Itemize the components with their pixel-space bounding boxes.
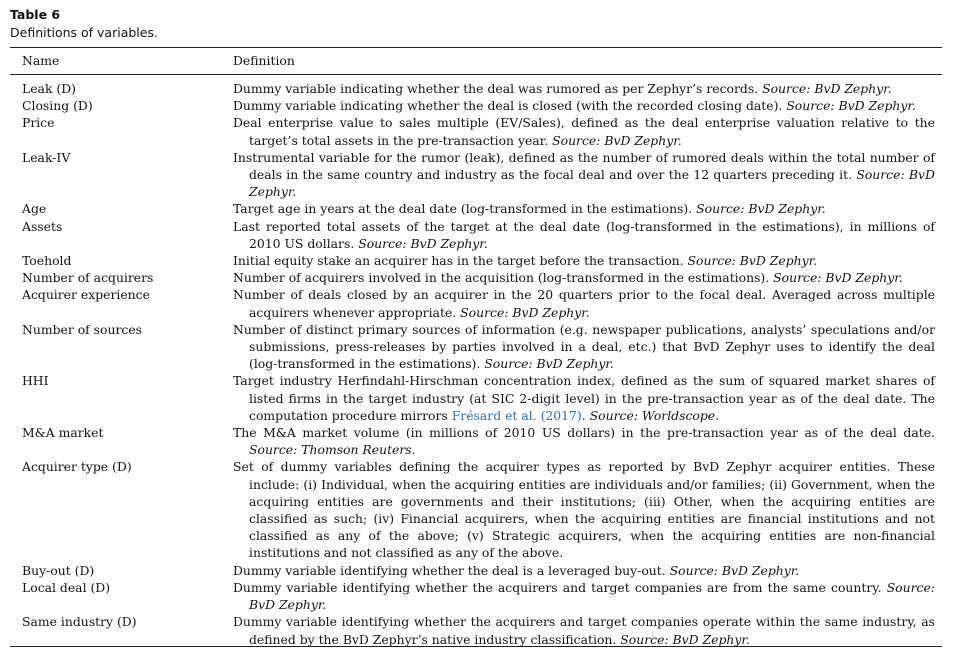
table-row bbox=[0, 579, 953, 613]
variable-definition: Dummy variable indicating whether the deal was rumored as per Zephyr’s records. Source: BvD Zephyr. bbox=[233, 81, 892, 96]
variable-definition: Target age in years at the deal date (log-transformed in the estimations). Source: BvD Zephyr. bbox=[233, 201, 826, 217]
source-note: Source: BvD Zephyr. bbox=[687, 253, 818, 269]
variable-name: Leak (D) bbox=[22, 81, 76, 96]
variable-definition: Dummy variable identifying whether the acquirers and target companies are from the same country. Source: BvD Zephyr. bbox=[233, 579, 935, 613]
variable-name: Closing (D) bbox=[22, 98, 93, 114]
table-row bbox=[0, 80, 953, 97]
variable-name: Toehold bbox=[22, 253, 72, 269]
variable-definition: Target industry Herfindahl-Hirschman concentration index, defined as the sum of squared market shares of listed firms in the target industry (at SIC 2-digit level) in the pre-transaction year as of the deal date. The computation procedure mirrors Frésard et al. (2017). Source: Worldscope. bbox=[233, 373, 935, 423]
table-row bbox=[0, 562, 953, 579]
source-note: Source: BvD Zephyr. bbox=[249, 579, 935, 613]
source-note: Source: BvD Zephyr. bbox=[620, 631, 750, 647]
variable-name: M&A market bbox=[22, 425, 104, 441]
variable-definition: Number of deals closed by an acquirer in the 20 quarters prior to the focal deal. Averaged across multiple acquirers whenever appropriate. Source: BvD Zephyr. bbox=[233, 287, 935, 320]
source-note: Source: BvD Zephyr. bbox=[762, 81, 892, 96]
source-note: Source: BvD Zephyr. bbox=[696, 201, 826, 217]
source-note: Source: BvD Zephyr. bbox=[460, 304, 590, 320]
table-title: Table 6 bbox=[10, 7, 61, 22]
table-row bbox=[0, 613, 953, 647]
header-rule bbox=[10, 74, 942, 75]
source-note: Source: BvD Zephyr. bbox=[669, 562, 800, 578]
table-caption: Definitions of variables. bbox=[10, 25, 158, 40]
variable-name: Number of acquirers bbox=[22, 270, 154, 286]
bottom-rule bbox=[10, 646, 942, 647]
table-row bbox=[0, 149, 953, 201]
variable-definition: The M&A market volume (in millions of 2010 US dollars) in the pre-transaction year as of the deal date. Source: Thomson Reuters. bbox=[233, 425, 935, 458]
variable-definition: Deal enterprise value to sales multiple (EV/Sales), defined as the deal enterprise valuation relative to the target’s total assets in the pre-transaction year. Source: BvD Zephyr. bbox=[233, 115, 935, 148]
variable-name: Buy-out (D) bbox=[22, 562, 95, 578]
column-header-definition: Definition bbox=[233, 53, 295, 68]
variable-name: Age bbox=[22, 201, 47, 217]
variable-definition: Instrumental variable for the rumor (leak), defined as the number of rumored deals within the total number of deals in the same country and industry as the focal deal and over the 12 quarters preceding it. Source: BvD Zephyr. bbox=[233, 149, 935, 200]
table-row bbox=[0, 286, 953, 320]
source-note: Source: BvD Zephyr. bbox=[552, 132, 682, 148]
column-header-name: Name bbox=[22, 53, 60, 68]
table-row bbox=[0, 218, 953, 252]
table-row bbox=[0, 269, 953, 286]
source-note: Source: BvD Zephyr. bbox=[249, 167, 935, 200]
variable-definition: Set of dummy variables defining the acquirer types as reported by BvD Zephyr acquirer entities. These include: (i) Individual, when the acquiring entities are individuals and/or families; (ii) Government, when the acquiring entities are governments and their institutions; (iii) Other, when the acquiring entities are classified as such; (iv) Financial acquirers, when the acquiring entities are financial institutions and not classified as any of the above; (v) Strategic acquirers, when the acquiring entities are non-financial institutions and not classified as any of the above. bbox=[233, 459, 935, 561]
variable-definition: Number of acquirers involved in the acquisition (log-transformed in the estimations). Source: BvD Zephyr. bbox=[233, 270, 903, 286]
variable-name: Acquirer experience bbox=[22, 287, 150, 303]
variable-name: HHI bbox=[22, 373, 49, 389]
variable-definition: Number of distinct primary sources of information (e.g. newspaper publications, analysts’ speculations and/or submissions, press-releases by parties involved in a deal, etc.) that BvD Zephyr uses to identify the deal (log-transformed in the estimations). Source: BvD Zephyr. bbox=[233, 321, 935, 372]
table-row bbox=[0, 200, 953, 217]
table-row bbox=[0, 252, 953, 269]
variable-definition: Last reported total assets of the target at the deal date (log-transformed in the estimations), in millions of 2010 US dollars. Source: BvD Zephyr. bbox=[233, 218, 935, 251]
variable-name: Number of sources bbox=[22, 321, 143, 337]
source-note: Source: BvD Zephyr. bbox=[358, 235, 488, 251]
source-note: Source: BvD Zephyr. bbox=[786, 98, 916, 114]
source-note: Source: Thomson Reuters. bbox=[249, 442, 416, 458]
table-body bbox=[0, 80, 953, 648]
source-note: Source: Worldscope. bbox=[589, 407, 720, 423]
variable-name: Price bbox=[22, 115, 55, 131]
table-row bbox=[0, 97, 953, 114]
top-rule bbox=[10, 47, 942, 48]
variable-definition: Dummy variable identifying whether the deal is a leveraged buy-out. Source: BvD Zephyr. bbox=[233, 562, 800, 578]
source-note: Source: BvD Zephyr. bbox=[773, 270, 903, 286]
variable-definition: Initial equity stake an acquirer has in the target before the transaction. Source: BvD Zephyr. bbox=[233, 253, 818, 269]
source-note: Source: BvD Zephyr. bbox=[484, 356, 614, 372]
variable-name: Leak-IV bbox=[22, 149, 71, 165]
table-row bbox=[0, 114, 953, 148]
table-row bbox=[0, 321, 953, 373]
variable-name: Acquirer type (D) bbox=[22, 459, 132, 475]
variable-name: Local deal (D) bbox=[22, 579, 111, 595]
variable-definition: Dummy variable indicating whether the deal is closed (with the recorded closing date). Source: BvD Zephyr. bbox=[233, 98, 916, 114]
variable-name: Same industry (D) bbox=[22, 614, 137, 630]
table-row bbox=[0, 458, 953, 561]
citation-link[interactable]: Frésard et al. (2017) bbox=[451, 407, 582, 423]
table-row bbox=[0, 424, 953, 458]
variable-name: Assets bbox=[22, 218, 63, 234]
table-row bbox=[0, 372, 953, 424]
variable-definition: Dummy variable identifying whether the acquirers and target companies operate within the same industry, as defined by the BvD Zephyr’s native industry classification. Source: BvD Zephyr. bbox=[233, 614, 935, 647]
